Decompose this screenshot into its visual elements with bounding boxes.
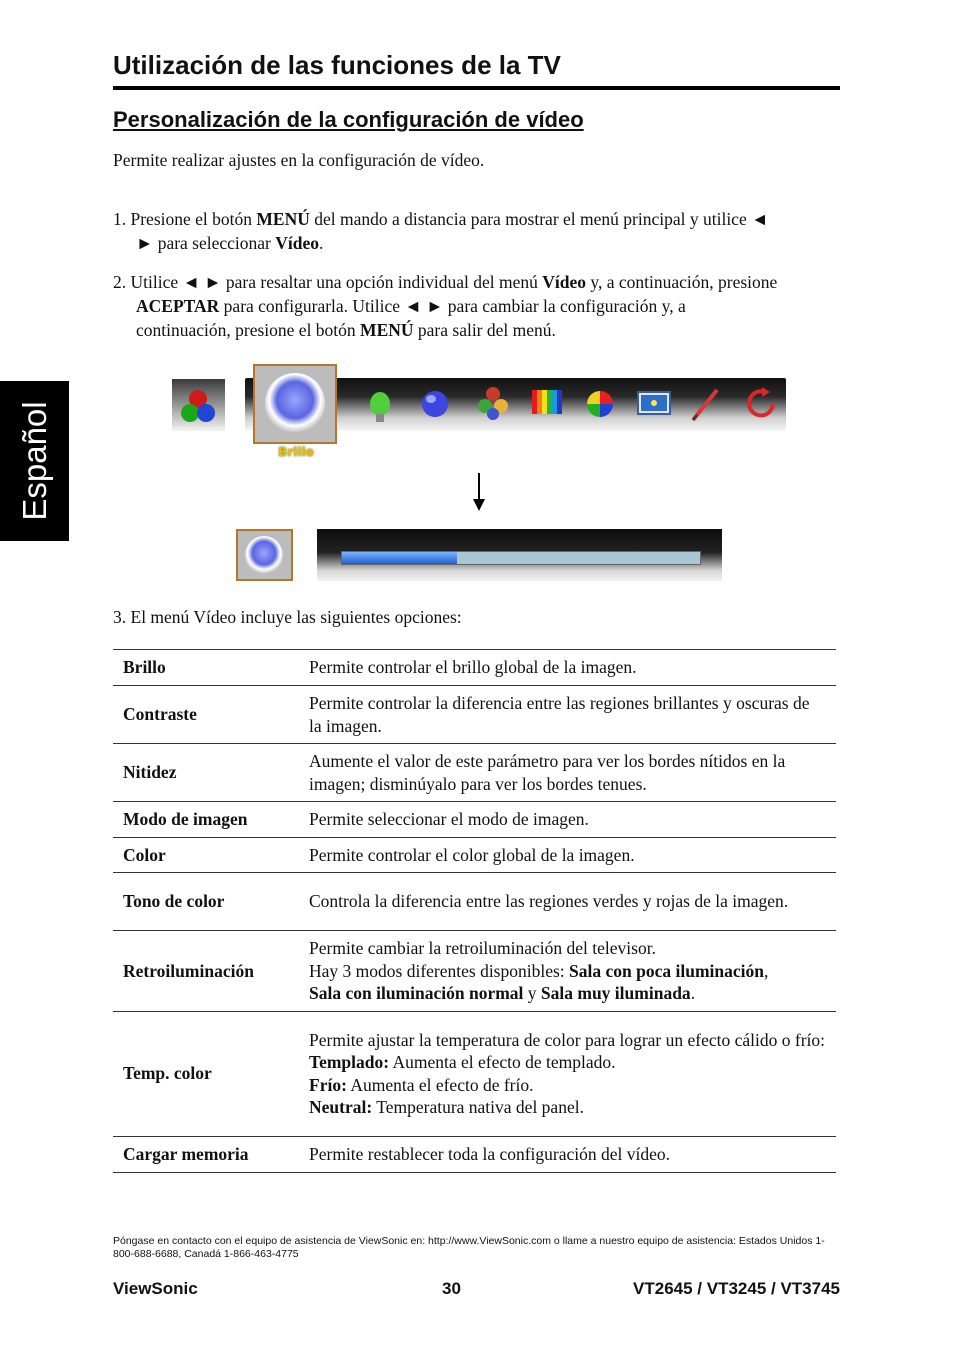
page-number: 30 bbox=[442, 1279, 461, 1298]
table-row bbox=[113, 802, 836, 838]
rgb-balls-icon bbox=[172, 379, 225, 431]
video-menu-icon bbox=[172, 379, 225, 431]
reset-circle-icon bbox=[749, 387, 773, 415]
table-row bbox=[113, 1136, 836, 1172]
intro-text: Permite realizar ajustes en la configuración de vídeo. bbox=[113, 150, 485, 170]
blue-sphere-icon bbox=[422, 391, 448, 417]
language-side-tab bbox=[0, 381, 69, 541]
selected-brightness-tile bbox=[253, 364, 337, 444]
option-desc: Controla la diferencia entre las regiones verdes y rojas de la imagen. bbox=[299, 873, 836, 931]
table-row bbox=[113, 1011, 836, 1136]
color-bars-icon bbox=[532, 390, 562, 414]
table-row bbox=[113, 837, 836, 873]
arrow-down-icon bbox=[472, 473, 486, 511]
table-row bbox=[113, 744, 836, 802]
selected-item-label: Brillo bbox=[278, 445, 314, 459]
brightness-slider-panel bbox=[317, 529, 722, 581]
page-title: Utilización de las funciones de la TV bbox=[113, 50, 561, 80]
brightness-globe-icon bbox=[255, 366, 335, 442]
option-term: Contraste bbox=[113, 686, 299, 744]
option-desc: Aumente el valor de este parámetro para ver los bordes nítidos en la imagen; disminúyalo para ver los bordes tenues. bbox=[299, 744, 836, 802]
option-term: Temp. color bbox=[113, 1011, 299, 1136]
footer-brand: ViewSonic bbox=[113, 1279, 198, 1298]
option-term: Retroiluminación bbox=[113, 931, 299, 1012]
picture-mode-balls-icon bbox=[478, 387, 508, 420]
color-wheel-icon bbox=[587, 391, 613, 417]
table-row bbox=[113, 650, 836, 686]
section-title: Personalización de la configuración de vídeo bbox=[113, 107, 584, 132]
brightness-globe-icon bbox=[238, 531, 291, 579]
brightness-adjust-tile bbox=[236, 529, 293, 581]
backlight-monitor-icon bbox=[638, 392, 670, 414]
title-rule bbox=[113, 86, 840, 90]
green-bulb-icon bbox=[370, 392, 390, 422]
brightness-slider-fill bbox=[342, 552, 457, 564]
option-term: Brillo bbox=[113, 650, 299, 686]
option-term: Color bbox=[113, 837, 299, 873]
option-desc: Permite restablecer toda la configuración del vídeo. bbox=[299, 1136, 836, 1172]
step-3: 3. El menú Vídeo incluye las siguientes opciones: bbox=[113, 607, 462, 627]
option-desc: Permite controlar el color global de la imagen. bbox=[299, 837, 836, 873]
contact-note: Póngase en contacto con el equipo de asistencia de ViewSonic en: http://www.ViewSonic.com o llame a nuestro equipo de asistencia: Estados Unidos 1-800-688-6688, Canadá 1-866-463-4775 bbox=[113, 1235, 825, 1260]
step-1: 1. Presione el botón MENÚ del mando a distancia para mostrar el menú principal y utilice ◄ ► para seleccionar Vídeo. bbox=[113, 209, 769, 253]
table-row bbox=[113, 873, 836, 931]
step-2: 2. Utilice ◄ ► para resaltar una opción individual del menú Vídeo y, a continuación, presione ACEPTAR para configurarla. Utilice ◄ ► para cambiar la configuración y, a continuación, presione el botón MENÚ para salir del menú. bbox=[113, 272, 778, 340]
brightness-slider[interactable] bbox=[341, 551, 701, 565]
option-term: Cargar memoria bbox=[113, 1136, 299, 1172]
option-desc: Permite ajustar la temperatura de color para lograr un efecto cálido o frío: Templado: Aumenta el efecto de templado. Frío: Aumenta el efecto de frío. Neutral: Temperatura nativa del panel. bbox=[299, 1011, 836, 1136]
language-label: Español bbox=[15, 401, 53, 521]
option-desc: Permite controlar el brillo global de la imagen. bbox=[299, 650, 836, 686]
video-options-table bbox=[113, 649, 836, 1173]
option-desc: Permite controlar la diferencia entre las regiones brillantes y oscuras de la imagen. bbox=[299, 686, 836, 744]
option-term: Tono de color bbox=[113, 873, 299, 931]
footer-models: VT2645 / VT3245 / VT3745 bbox=[633, 1279, 840, 1298]
table-row bbox=[113, 686, 836, 744]
option-term: Modo de imagen bbox=[113, 802, 299, 838]
option-desc: Permite seleccionar el modo de imagen. bbox=[299, 802, 836, 838]
table-row bbox=[113, 931, 836, 1012]
option-desc: Permite cambiar la retroiluminación del televisor. Hay 3 modos diferentes disponibles: Sala con poca iluminación, Sala con iluminación normal y Sala muy iluminada. bbox=[299, 931, 836, 1012]
pen-icon bbox=[693, 390, 717, 420]
option-term: Nitidez bbox=[113, 744, 299, 802]
